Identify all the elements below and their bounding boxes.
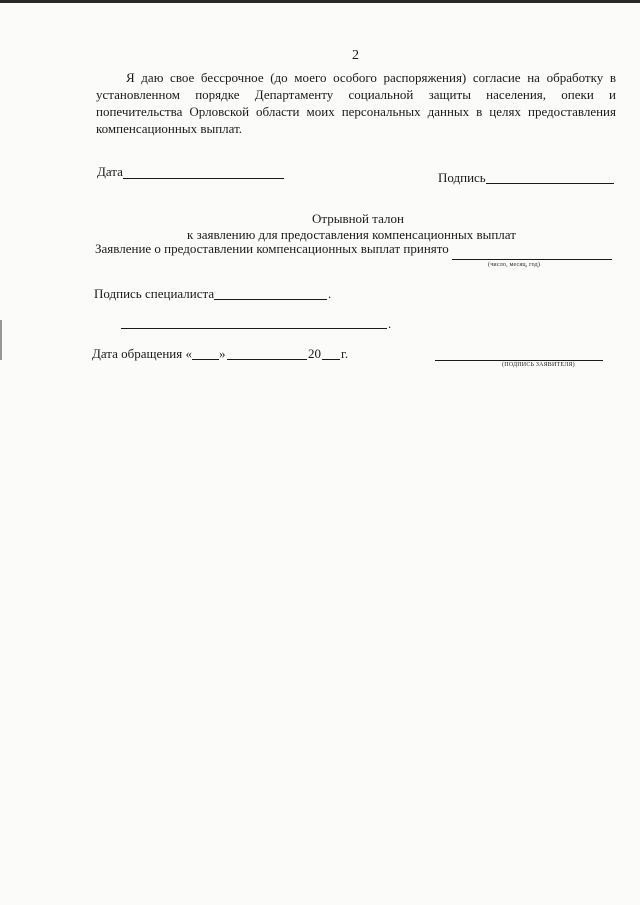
consent-paragraph: Я даю свое бессрочное (до моего особого распоряжения) согласие на обработку в установленном порядке Департаменту социальной защиты населения, опеки и попечительства Орловской области моих персональных данных в целях предоставления компенсационных выплат. <box>96 70 616 136</box>
appeal-day-line[interactable] <box>192 359 219 360</box>
appeal-month-line[interactable] <box>227 359 307 360</box>
appeal-year-suffix: г. <box>341 346 349 361</box>
specialist-name-line[interactable] <box>121 328 387 329</box>
specialist-label: Подпись специалиста <box>94 286 215 301</box>
applicant-signature-line[interactable] <box>435 360 603 361</box>
appeal-year-prefix: 20 <box>308 346 321 361</box>
page-number: 2 <box>352 48 359 63</box>
appeal-year-line[interactable] <box>322 359 340 360</box>
tear-off-title: Отрывной талон <box>312 211 404 226</box>
accepted-date-line[interactable] <box>452 259 612 260</box>
date-caption: (число, месяц, год) <box>488 262 541 268</box>
blank-period: . <box>388 316 392 331</box>
specialist-signature-line[interactable] <box>214 299 327 300</box>
appeal-date-mid: » <box>219 346 226 361</box>
tear-off-subtitle: к заявлению для предоставления компенсационных выплат <box>187 227 516 242</box>
signature-line[interactable] <box>486 183 614 184</box>
specialist-period: . <box>328 286 332 301</box>
scan-edge <box>0 0 640 3</box>
applicant-caption: (ПОДПИСЬ ЗАЯВИТЕЛЯ) <box>502 362 575 368</box>
appeal-date-label: Дата обращения « <box>92 346 192 361</box>
accepted-label: Заявление о предоставлении компенсационных выплат принято <box>95 241 449 256</box>
date-line[interactable] <box>123 178 284 179</box>
date-label: Дата <box>97 164 123 179</box>
scan-edge-mark <box>0 320 2 360</box>
signature-label: Подпись <box>438 170 486 185</box>
